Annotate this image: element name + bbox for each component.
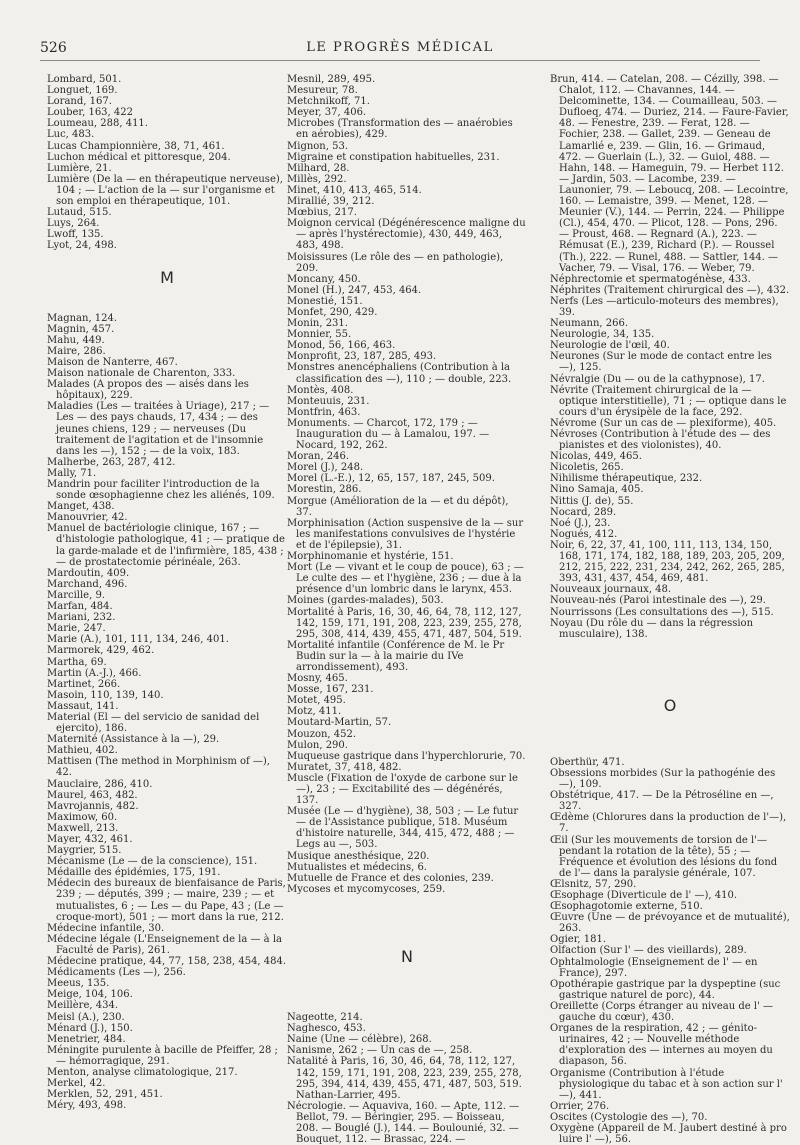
index-entry: Meisl (A.), 230. (47, 1011, 125, 1023)
header-rule (40, 60, 760, 61)
index-entry: Meige, 104, 106. (47, 989, 133, 1001)
index-entry: Maygrier, 515. (47, 845, 122, 857)
index-entry: Maison de Nanterre, 467. (47, 356, 178, 368)
index-entry: Mesureur, 78. (287, 85, 358, 97)
index-entry: Migraine et constipation habituelles, 231. (287, 151, 500, 163)
index-entry: Morphinomanie et hystérie, 151. (287, 551, 454, 563)
index-entry: Mirallié, 39, 212. (287, 196, 375, 208)
index-entry: Ménard (J.), 150. (47, 1022, 133, 1034)
index-entry: Névralgie (Du — ou de la cathypnose), 17. (550, 373, 765, 385)
index-entry: Maurel, 463, 482. (47, 789, 138, 801)
index-entry: Mortalité infantile (Conférence de M. le Pr Budin sur la — à la mairie du IVe arrondissement), 493. (287, 639, 505, 673)
index-entry: Marie, 247. (47, 623, 106, 635)
index-entry: Nogués, 412. (550, 528, 618, 540)
index-entry: Marie (A.), 101, 111, 134, 246, 401. (47, 634, 229, 646)
index-entry: Loumeau, 288, 411. (47, 118, 148, 130)
index-entry: Masoin, 110, 139, 140. (47, 689, 164, 701)
index-entry: Monstres anencéphaliens (Contribution à la classification des —), 110 ; — double, 223. (287, 362, 512, 385)
index-entry: Mouzon, 452. (287, 728, 357, 740)
index-entry: Maxwell, 213. (47, 822, 119, 834)
page-number: 526 (40, 40, 67, 56)
index-entry: Musée (Le — d'hygiène), 38, 503 ; — Le futur — de l'Assistance publique, 518. Muséum d'histoire naturelle, 344, 415, 472, 488 ; — Legs au —, 503. (287, 806, 519, 851)
index-entry: Mignon, 53. (287, 140, 349, 152)
index-entry: Mécanisme (Le — de la conscience), 151. (47, 856, 258, 868)
index-entry: Lorand, 167. (47, 96, 112, 108)
index-entry: Lwoff, 135. (47, 229, 104, 241)
index-entry: Morestin, 286. (287, 484, 362, 496)
index-entry: Neurologie de l'œil, 40. (550, 340, 670, 352)
index-entry: Material (El — del servicio de sanidad del ejercito), 186. (47, 711, 260, 735)
index-entry: Mariani, 232. (47, 612, 116, 624)
index-entry: Neurologie, 34, 135. (550, 329, 655, 341)
index-entry: Nécrologie. — Aquaviva, 160. — Apte, 112. — Bellot, 79. — Béringier, 295. — Boisseau, 208. — Bouglé (J.), 144. — Boulounié, 32. — Bouquet, 112. — Brassac, 224. — (287, 1100, 520, 1145)
index-entry: Œil (Sur les mouvements de torsion de l'— pendant la rotation de la tête), 55 ; — Fréquence et évolution des lésions du fond de l'— dans la paralysie générale, 107. (550, 834, 778, 879)
index-entry: Musique anesthésique, 220. (287, 850, 430, 862)
index-entry: Massaut, 141. (47, 700, 119, 712)
index-entry: Mosny, 465. (287, 673, 348, 685)
index-entry: Monod, 56, 166, 463. (287, 340, 396, 352)
index-entry: Louber, 163, 422 (47, 107, 133, 119)
index-entry: Monfet, 290, 429. (287, 306, 378, 318)
index-entry: Mally, 71. (47, 467, 97, 479)
index-entry: Natalité à Paris, 16, 30, 46, 64, 78, 112, 127, 142, 159, 171, 191, 208, 223, 239, 255, 278, 295, 394, 414, 439, 455, 471, 487, 503, 519. Nathan-Larrier, 495. (287, 1056, 522, 1101)
index-entry: Opothérapie gastrique par la dyspeptine (suc gastrique naturel de porc), 44. (550, 978, 781, 1001)
index-entry: Névrome (Sur un cas de — plexiforme), 405. (550, 417, 777, 429)
index-entry: Lumière (De la — en thérapeutique nerveuse), 104 ; — L'action de la — sur l'organisme et son emploi en thérapeutique, 101. (47, 173, 283, 208)
index-entry: Lombard, 501. (47, 74, 122, 85)
index-entry: Médecine pratique, 44, 77, 158, 238, 454, 484. (47, 956, 287, 968)
index-entry: Moncany, 450. (287, 273, 361, 285)
index-column-right (550, 74, 790, 1145)
index-entry: Mutualistes et médecins, 6. (287, 861, 427, 873)
index-entry: Muscle (Fixation de l'oxyde de carbone sur le —), 23 ; — Excitabilité des — dégénérés, 137. (287, 772, 518, 807)
index-entry: Meillère, 434. (47, 1000, 118, 1012)
index-entry: Neurones (Sur le mode de contact entre les —), 125. (550, 351, 772, 374)
page-header (0, 0, 800, 60)
index-entry: Millès, 292. (287, 173, 347, 185)
index-entry: Lutaud, 515. (47, 207, 112, 219)
section-letter-heading: M (160, 267, 174, 287)
index-entry: Médaille des épidémies, 175, 191. (47, 867, 221, 879)
index-entry: Manuel de bactériologie clinique, 167 ; — d'histologie pathologique, 41 ; — pratique de la garde-malade et de l'infirmière, 185, 438 ; — de prostatectomie périnéale, 263. (47, 523, 285, 568)
index-entry: Neumann, 266. (550, 318, 629, 330)
index-entry: Martinet, 266. (47, 678, 121, 690)
index-entry: Luchon médical et pittoresque, 204. (47, 151, 231, 163)
index-entry: Médecine légale (L'Enseignement de la — à la Faculté de Paris), 261. (47, 933, 282, 956)
index-entry: Médecine infantile, 30. (47, 922, 165, 934)
index-entry: Merklen, 52, 291, 451. (47, 1089, 163, 1101)
section-letter-heading: O (663, 695, 677, 715)
index-entry: Nanisme, 262 ; — Un cas de —, 258. (287, 1045, 473, 1057)
index-entry: Méningite purulente à bacille de Pfeiffer, 28 ; — hémorragique, 291. (47, 1044, 278, 1067)
index-entry: Moignon cervical (Dégénérescence maligne du — après l'hystérectomie), 430, 449, 463, 483, 498. (287, 218, 526, 252)
index-entry: Mavrojannis, 482. (47, 800, 139, 812)
index-entry: Malades (A propos des — aisés dans les hôpitaux), 229. (47, 379, 249, 402)
index-entry: Moutard-Martin, 57. (287, 717, 392, 729)
index-entry: Mardoutin, 409. (47, 567, 130, 579)
index-entry: Monteuuis, 231. (287, 395, 370, 407)
index-entry: Marmorek, 429, 462. (47, 645, 155, 657)
index-entry: Obstétrique, 417. — De la Pétroséline en —, 327. (550, 790, 774, 813)
index-entry: Marcille, 9. (47, 589, 105, 601)
index-entry: Maladies (Les — traitées à Uriage), 217 ; — Les — des pays chauds, 17, 434 ; — des jeunes chiens, 129 ; — nerveuses (Du traitement de l'agitation et de l'insomnie dans les —), 152 ; — de la voix, 183. (47, 401, 270, 457)
index-entry: Méry, 493, 498. (47, 1100, 127, 1112)
index-entry: Magnin, 457. (47, 323, 115, 335)
index-entry: Maire, 286. (47, 345, 106, 357)
index-entry: Maximow, 60. (47, 811, 118, 823)
index-entry: Nouveau-nés (Paroi intestinale des —), 29. (550, 595, 766, 607)
index-entry: Médicaments (Les —), 256. (47, 967, 186, 979)
index-entry: Meeus, 135. (47, 978, 110, 990)
index-entry: Lucas Championnière, 38, 71, 461. (47, 140, 225, 152)
index-entry: Monprofit, 23, 187, 285, 493. (287, 351, 437, 363)
index-entry: Mayer, 432, 461. (47, 834, 133, 845)
index-entry: Merkel, 42. (47, 1078, 106, 1090)
section-letter-heading: N (401, 946, 413, 966)
index-entry: Monel (H.), 247, 453, 464. (287, 284, 422, 296)
index-entry: Muqueuse gastrique dans l'hyperchlorurie, 70. (287, 750, 526, 762)
index-entry: Martin (A.-J.), 466. (47, 667, 142, 679)
index-entry: Naghesco, 453. (287, 1023, 366, 1035)
index-entry: Mortalité à Paris, 16, 30, 46, 64, 78, 112, 127, 142, 159, 171, 191, 208, 223, 239, 255, 278, 295, 308, 414, 439, 455, 471, 487, 504, 519. (287, 606, 522, 640)
index-entry: Obsessions morbides (Sur la pathogénie des —), 109. (550, 767, 776, 791)
index-entry: Minet, 410, 413, 465, 514. (287, 184, 422, 196)
index-entry: Marfan, 484. (47, 601, 113, 613)
index-entry: Nouveaux journaux, 48. (550, 584, 672, 596)
index-entry: Morel (J.), 248. (287, 462, 364, 474)
index-entry: Olfaction (Sur l' — des vieillards), 289. (550, 945, 747, 957)
index-column-left (47, 74, 287, 1111)
index-entry: Noir, 6, 22, 37, 41, 100, 111, 113, 134, 150, 168, 171, 174, 182, 188, 189, 203, 205, 209, 212, 215, 222, 231, 234, 242, 262, 265, 285, 393, 431, 437, 454, 469, 481. (550, 539, 785, 585)
index-entry: Morphinisation (Action suspensive de la — sur les manifestations convulsives de l'hystérie et de l'épilepsie), 31. (287, 517, 524, 551)
index-entry: Morgue (Amélioration de la — et du dépôt), 37. (287, 495, 509, 518)
index-entry: Brun, 414. — Catelan, 208. — Cézilly, 398. — Chalot, 112. — Chavannes, 144. — Delcominette, 134. — Coumailleau, 503. — Dufloeq, 474. — Duriez, 214. — Faure-Favier, 48. — Fenestre, 239. — Ferat, 128. — Fochier, 238. — Gallet, 239. — Geneau de Lamarlié e, 239. — Glin, 16. — Grimaud, 472. — Guerlain (L.), 32. — Guiol, 488. — Hahn, 148. — Hameguin, 79. — Herbet 112. — Jardin, 503. — Lacombe, 239. — Launonier, 79. — Leboucq, 208. — Lecointre, 160. — Lemaistre, 399. — Menet, 128. — Meunier (V.), 144. — Perrin, 224. — Philippe (Cl.), 454, 470. — Plicot, 128. — Pons, 296. — Proust, 468. — Regnard (A.), 223. — Rémusat (E.), 239, Richard (P.). — Roussel (Th.), 222. — Runel, 488. — Sattler, 144. — Vacher, 79. — Visal, 176. — Weber, 79. (550, 74, 789, 274)
index-entry: Nourrissons (Les consultations des —), 515. (550, 606, 774, 618)
index-entry: Magnan, 124. (47, 312, 118, 324)
index-entry: Maternité (Assistance à la —), 29. (47, 734, 220, 746)
index-entry: Motz, 411. (287, 706, 342, 718)
index-entry: Nagеotte, 214. (287, 1012, 363, 1024)
index-entry: Oxygène (Appareil de M. Jaubert destiné à pro luire l' —), 56. (550, 1122, 787, 1145)
index-entry: Menetrier, 484. (47, 1033, 126, 1045)
index-entry: Mahu, 449. (47, 334, 105, 346)
index-entry: Meyer, 37, 406. (287, 107, 367, 119)
index-entry: Nicolas, 449, 465. (550, 451, 642, 463)
index-entry: Ophtalmologie (Enseignement de l' — en France), 297. (550, 956, 758, 979)
index-entry: Névroses (Contribution à l'étude des — des pianistes et des violonistes), 40. (550, 429, 771, 452)
index-entry: Ogier, 181. (550, 934, 607, 946)
index-entry: Naine (Une — célèbre), 268. (287, 1034, 432, 1046)
index-entry: Manouvrier, 42. (47, 512, 128, 524)
index-entry: Néphrectomie et spermatogénèse, 433. (550, 273, 751, 285)
index-entry: Œuvre (Une — de prévoyance et de mutualité), 263. (550, 912, 790, 935)
index-entry: Nocard, 289. (550, 506, 617, 518)
index-entry: Mort (Le — vivant et le coup de pouce), 63 ; — Le culte des — et l'hygiène, 236 ; — due à la présence d'un lombric dans le larynx, 453. (287, 562, 524, 596)
index-entry: Mycoses et mycomycoses, 259. (287, 883, 446, 895)
index-entry: Milhard, 28. (287, 162, 350, 174)
index-entry: Organisme (Contribution à l'étude physiologique du tabac et à son action sur l' —), 441. (550, 1067, 783, 1101)
index-entry: Monnier, 55. (287, 329, 352, 341)
index-entry: Microbes (Transformation des — anaérobies en aérobies), 429. (287, 118, 513, 141)
journal-title: LE PROGRÈS MÉDICAL (306, 40, 494, 55)
index-entry: Néphrites (Traitement chirurgical des —), 432. (550, 284, 790, 296)
index-entry: Marchand, 496. (47, 578, 128, 590)
index-entry: Luc, 483. (47, 129, 95, 141)
index-entry: Motet, 495. (287, 695, 346, 707)
index-entry: Monin, 231. (287, 318, 348, 330)
index-entry: Montès, 408. (287, 384, 354, 396)
index-entry: Martha, 69. (47, 656, 107, 668)
index-entry: Nittis (J. de), 55. (550, 495, 634, 507)
index-entry: Nihilisme thérapeutique, 232. (550, 473, 703, 485)
index-entry: Monestié, 151. (287, 295, 363, 307)
index-entry: Orrier, 276. (550, 1100, 610, 1112)
index-entry: Luys, 264. (47, 218, 100, 230)
index-entry: Nicoletis, 265. (550, 462, 624, 474)
index-entry: Œdème (Chlorures dans la production de l'—), 7. (550, 812, 787, 835)
index-entry: Manget, 438. (47, 501, 115, 513)
index-entry: Monuments. — Charcot, 172, 179 ; — Inauguration du — à Lamalou, 197. — Nocard, 192, 262. (287, 417, 490, 452)
index-entry: Mauclaire, 286, 410. (47, 778, 153, 790)
index-entry: Moran, 246. (287, 451, 350, 463)
index-entry: Nerfs (Les —articulo-moteurs des membres), 39. (550, 295, 779, 318)
index-entry: Mulon, 290. (287, 739, 348, 751)
index-entry: Lumière, 21. (47, 162, 112, 174)
index-entry: Longuet, 169. (47, 85, 118, 97)
index-entry: Mœbius, 217. (287, 207, 357, 219)
index-entry: Mathieu, 402. (47, 745, 118, 757)
index-entry: Névrite (Traitement chirurgical de la — optique interstitielle), 71 ; — optique dans le cours d'un érysipèle de la face, 292. (550, 384, 787, 418)
index-entry: Malherbe, 263, 287, 412. (47, 456, 176, 468)
index-entry: Moines (gardes-malades), 503. (287, 595, 444, 607)
index-entry: Oberthür, 471. (550, 756, 625, 768)
index-entry: Metchnikoff, 71. (287, 96, 370, 108)
index-entry: Mattisen (The method in Morphinism of —), 42. (47, 756, 270, 779)
index-entry: Œsophagotomie externe, 510. (550, 901, 703, 913)
index-column-middle (287, 74, 527, 1145)
index-entry: Mosse, 167, 231. (287, 684, 374, 696)
index-entry: Muratet, 37, 418, 482. (287, 761, 402, 773)
index-entry: Menton, analyse climatologique, 217. (47, 1066, 238, 1078)
index-entry: Oscites (Cystologie des —), 70. (550, 1111, 708, 1123)
index-entry: Lyot, 24, 498. (47, 240, 117, 252)
index-entry: Mandrin pour faciliter l'introduction de la sonde œsophagienne chez les aliénés, 109. (47, 479, 275, 502)
index-entry: Nino Samaja, 405. (550, 484, 644, 496)
index-entry: Morel (L.-E.), 12, 65, 157, 187, 245, 509. (287, 473, 495, 485)
index-entry: Mutuelle de France et des colonies, 239. (287, 872, 494, 884)
index-entry: Montfrin, 463. (287, 406, 361, 418)
index-entry: Noyau (Du rôle du — dans la régression musculaire), 138. (550, 617, 754, 640)
index-entry: Œsophage (Diverticule de l' —), 410. (550, 890, 737, 901)
index-entry: Organes de la respiration, 42 ; — génito-urinaires, 42 ; — Nouvelle méthode d'exploration des — internes au moyen du diapason, 56. (550, 1023, 773, 1068)
index-entry: Maison nationale de Charenton, 333. (47, 368, 236, 380)
index-entry: Noé (J.), 23. (550, 517, 611, 529)
index-entry: Oreillette (Corps étranger au niveau de l' — gauche du cœur), 430. (550, 1000, 773, 1024)
index-entry: Mesnil, 289, 495. (287, 74, 376, 85)
index-entry: Médecin des bureaux de bienfaisance de Paris, 239 ; — députés, 399 ; — maire, 239 ; — et mutualistes, 6 ; — Les — du Pape, 43 ; (Le — croque-mort), 501 ; — mort dans la rue, 212. (47, 878, 286, 923)
index-entry: Moisissures (Le rôle des — en pathologie), 209. (287, 251, 504, 274)
index-entry: Œlsnitz, 57, 290. (550, 878, 637, 890)
